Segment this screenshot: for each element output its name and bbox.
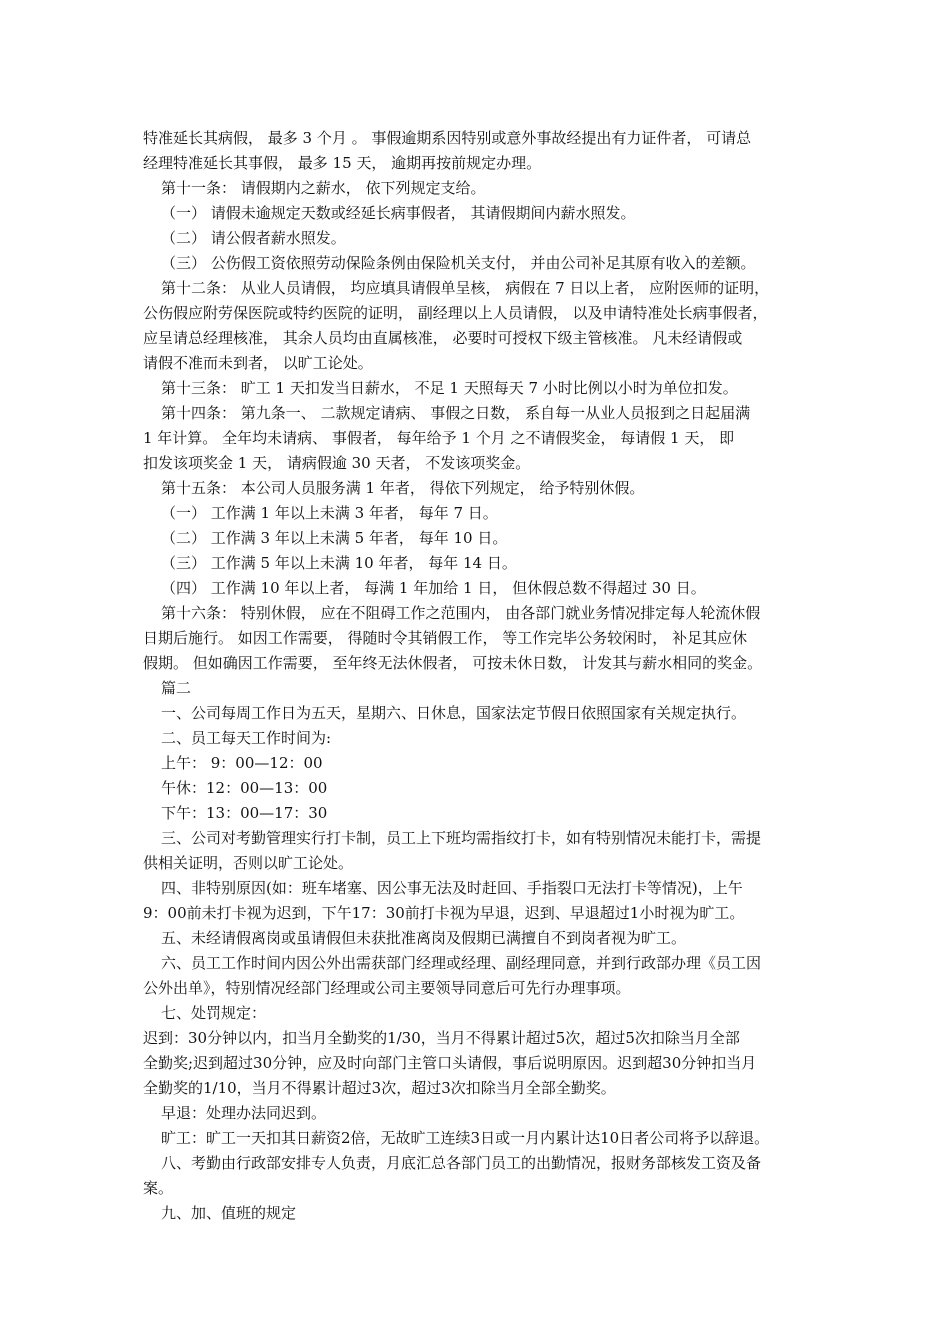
text-line: 第十六条： 特别休假， 应在不阻碍工作之范围内， 由各部门就业务情况排定每人轮流休假 [161,604,761,622]
text-line: 上午： 9：00—12：00 [161,754,323,772]
text-line: 五、未经请假离岗或虽请假但未获批准离岗及假期已满擅自不到岗者视为旷工。 [161,929,687,947]
text-line: 九、加、值班的规定 [161,1204,297,1222]
text-line: 经理特准延长其事假， 最多 15 天， 逾期再按前规定办理。 [143,154,542,172]
text-line: （三） 工作满 5 年以上未满 10 年者， 每年 14 日。 [161,554,517,572]
text-line: 三、公司对考勤管理实行打卡制，员工上下班均需指纹打卡，如有特别情况未能打卡，需提 [161,829,762,847]
text-line: （二） 工作满 3 年以上未满 5 年者， 每年 10 日。 [161,529,508,547]
text-line: 特准延长其病假， 最多 3 个月 。 事假逾期系因特别或意外事故经提出有力证件者， 可请总 [143,129,752,147]
text-line: 假期。 但如确因工作需要， 至年终无法休假者， 可按未休日数， 计发其与薪水相同的奖金。 [143,654,763,672]
text-line: 请假不准而未到者， 以旷工论处。 [143,354,373,372]
text-line: 六、员工工作时间内因公外出需获部门经理或经理、副经理同意，并到行政部办理《员工因 [161,954,762,972]
text-line: 第十三条： 旷工 1 天扣发当日薪水， 不足 1 天照每天 7 小时比例以小时为单位扣发。 [161,379,738,397]
text-line: 全勤奖的1/10，当月不得累计超过3次，超过3次扣除当月全部全勤奖。 [143,1079,616,1097]
text-line: 公伤假应附劳保医院或特约医院的证明， 副经理以上人员请假， 以及申请特准处长病事假者， [143,304,768,322]
text-line: 第十二条： 从业人员请假， 均应填具请假单呈核， 病假在 7 日以上者， 应附医师的证明， [161,279,770,297]
section-heading: 篇二 [161,679,192,697]
text-line: 公外出单》，特别情况经部门经理或公司主要领导同意后可先行办理事项。 [143,979,631,997]
text-line: 七、处罚规定： [161,1004,267,1022]
text-line: 案。 [143,1179,174,1197]
text-line: （二） 请公假者薪水照发。 [161,229,346,247]
text-line: 日期后施行。 如因工作需要， 得随时令其销假工作， 等工作完毕公务较闲时， 补足其应休 [143,629,748,647]
text-line: 第十一条： 请假期内之薪水， 依下列规定支给。 [161,179,486,197]
text-line: 第十五条： 本公司人员服务满 1 年者， 得依下列规定， 给予特别休假。 [161,479,645,497]
text-line: 应呈请总经理核准， 其余人员均由直属核准， 必要时可授权下级主管核准。 凡未经请假或 [143,329,743,347]
text-line: （四） 工作满 10 年以上者， 每满 1 年加给 1 日， 但休假总数不得超过 30 日。 [161,579,706,597]
text-line: 八、考勤由行政部安排专人负责，月底汇总各部门员工的出勤情况，报财务部核发工资及备 [161,1154,762,1172]
text-line: 1 年计算。 全年均未请病、 事假者， 每年给予 1 个月 之不请假奖金， 每请假 1 天， 即 [143,429,735,447]
text-line: 扣发该项奖金 1 天， 请病假逾 30 天者， 不发该项奖金。 [143,454,531,472]
text-line: 午休：12：00—13：00 [161,779,328,797]
text-line: 全勤奖;迟到超过30分钟，应及时向部门主管口头请假，事后说明原因。迟到超30分钟扣当月 [143,1054,757,1072]
text-line: 迟到：30分钟以内，扣当月全勤奖的1/30，当月不得累计超过5次，超过5次扣除当月全部 [143,1029,740,1047]
text-line: 旷工：旷工一天扣其日薪资2倍，无故旷工连续3日或一月内累计达10日者公司将予以辞退。 [161,1129,770,1147]
text-line: 二、员工每天工作时间为: [161,729,332,747]
text-line: （一） 请假未逾规定天数或经延长病事假者， 其请假期间内薪水照发。 [161,204,636,222]
text-line: 9：00前未打卡视为迟到，下午17：30前打卡视为早退，迟到、早退超过1小时视为旷工。 [143,904,745,922]
text-line: （三） 公伤假工资依照劳动保险条例由保险机关支付， 并由公司补足其原有收入的差额。 [161,254,756,272]
text-line: 下午：13：00—17：30 [161,804,328,822]
text-line: 一、公司每周工作日为五天，星期六、日休息，国家法定节假日依照国家有关规定执行。 [161,704,747,722]
text-line: 早退：处理办法同迟到。 [161,1104,327,1122]
text-line: 供相关证明，否则以旷工论处。 [143,854,354,872]
text-line: 四、非特别原因(如：班车堵塞、因公事无法及时赶回、手指裂口无法打卡等情况)，上午 [161,879,743,897]
text-line: （一） 工作满 1 年以上未满 3 年者， 每年 7 日。 [161,504,498,522]
text-line: 第十四条： 第九条一、 二款规定请病、 事假之日数， 系自每一从业人员报到之日起届满 [161,404,751,422]
